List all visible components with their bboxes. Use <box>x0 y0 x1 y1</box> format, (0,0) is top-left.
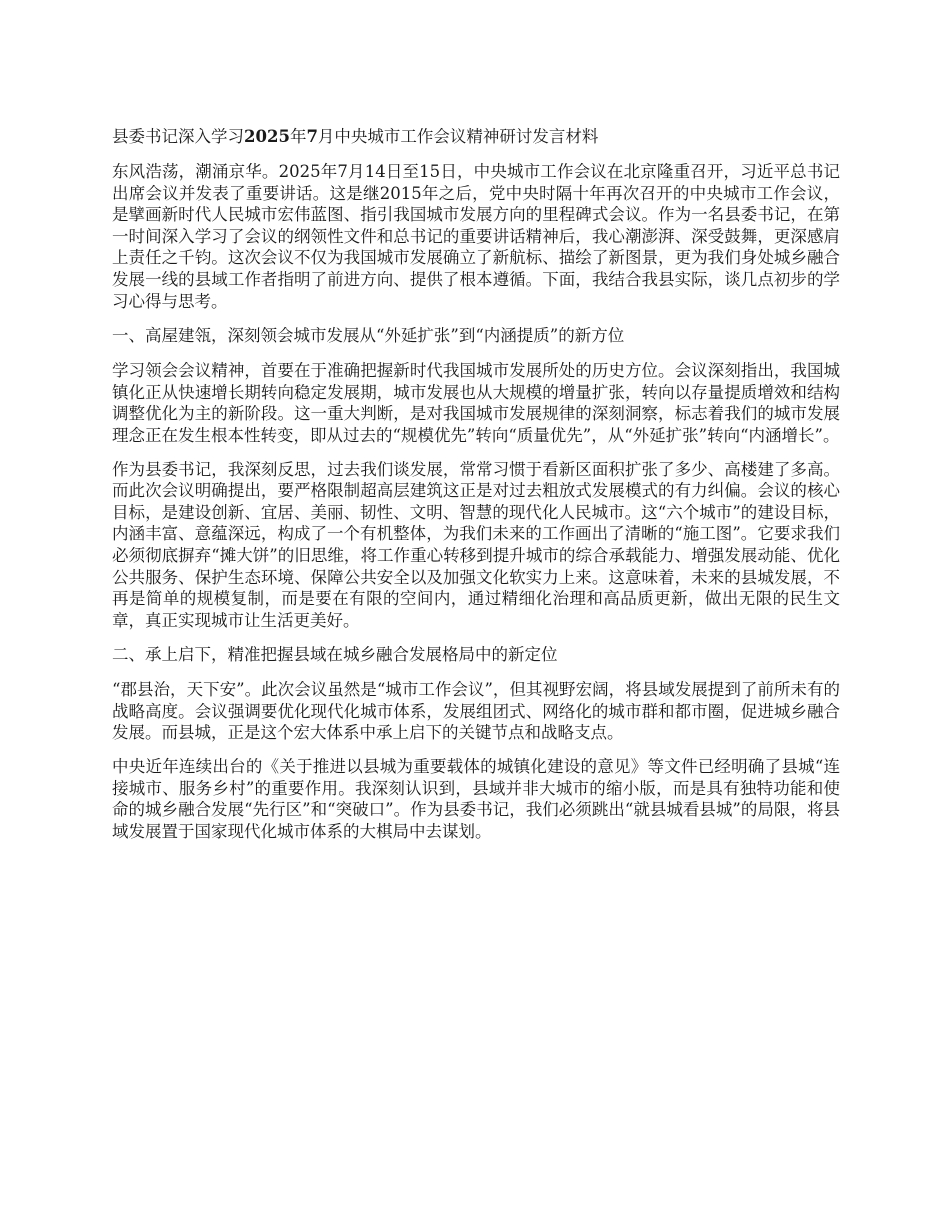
paragraph: 学习领会会议精神，首要在于准确把握新时代我国城市发展所处的历史方位。会议深刻指出，我国城镇化正从快速增长期转向稳定发展期，城市发展也从大规模的增量扩张，转向以存量提质增效和结构调整优化为主的新阶段。这一重大判断，是对我国城市发展规律的深刻洞察，标志着我们的城市发展理念正在发生根本性转变，即从过去的“规模优先”转向“质量优先”，从“外延扩张”转向“内涵增长”。 <box>112 361 840 445</box>
section-heading: 二、承上启下，精准把握县域在城乡融合发展格局中的新定位 <box>112 645 558 665</box>
paragraph: “郡县治，天下安”。此次会议虽然是“城市工作会议”，但其视野宏阔，将县域发展提到了前所未有的战略高度。会议强调要优化现代化城市体系，发展组团式、网络化的城市群和都市圈，促进城乡融合发展。而县城，正是这个宏大体系中承上启下的关键节点和战略支点。 <box>112 680 840 743</box>
paragraph: 作为县委书记，我深刻反思，过去我们谈发展，常常习惯于看新区面积扩张了多少、高楼建了多高。而此次会议明确提出，要严格限制超高层建筑这正是对过去粗放式发展模式的有力纠偏。会议的核心目标，是建设创新、宜居、美丽、韧性、文明、智慧的现代化人民城市。这“六个城市”的建设目标，内涵丰富、意蕴深远，构成了一个有机整体，为我们未来的工作画出了清晰的“施工图”。它要求我们必须彻底摒弃“摊大饼”的旧思维，将工作重心转移到提升城市的综合承载能力、增强发展动能、优化公共服务、保护生态环境、保障公共安全以及加强文化软实力上来。这意味着，未来的县城发展，不再是简单的规模复制，而是要在有限的空间内，通过精细化治理和高品质更新，做出无限的民生文章，真正实现城市让生活更美好。 <box>112 459 840 630</box>
document-page <box>112 125 840 854</box>
document-body <box>112 161 840 842</box>
paragraph: 东风浩荡，潮涌京华。2025年7月14日至15日，中央城市工作会议在北京隆重召开，习近平总书记出席会议并发表了重要讲话。这是继2015年之后，党中央时隔十年再次召开的中央城市工作会议，是擘画新时代人民城市宏伟蓝图、指引我国城市发展方向的里程碑式会议。作为一名县委书记，在第一时间深入学习了会议的纲领性文件和总书记的重要讲话精神后，我心潮澎湃、深受鼓舞，更深感肩上责任之千钧。这次会议不仅为我国城市发展确立了新航标、描绘了新图景，更为我们身处城乡融合发展一线的县域工作者指明了前进方向、提供了根本遵循。下面，我结合我县实际，谈几点初步的学习心得与思考。 <box>112 162 840 311</box>
document-title: 县委书记深入学习2025年7月中央城市工作会议精神研讨发言材料 <box>112 127 599 146</box>
section-heading: 一、高屋建瓴，深刻领会城市发展从“外延扩张”到“内涵提质”的新方位 <box>112 326 625 346</box>
paragraph: 中央近年连续出台的《关于推进以县城为重要载体的城镇化建设的意见》等文件已经明确了县城“连接城市、服务乡村”的重要作用。我深刻认识到，县域并非大城市的缩小版，而是具有独特功能和使命的城乡融合发展“先行区”和“突破口”。作为县委书记，我们必须跳出“就县城看县城”的局限，将县域发展置于国家现代化城市体系的大棋局中去谋划。 <box>112 757 840 841</box>
